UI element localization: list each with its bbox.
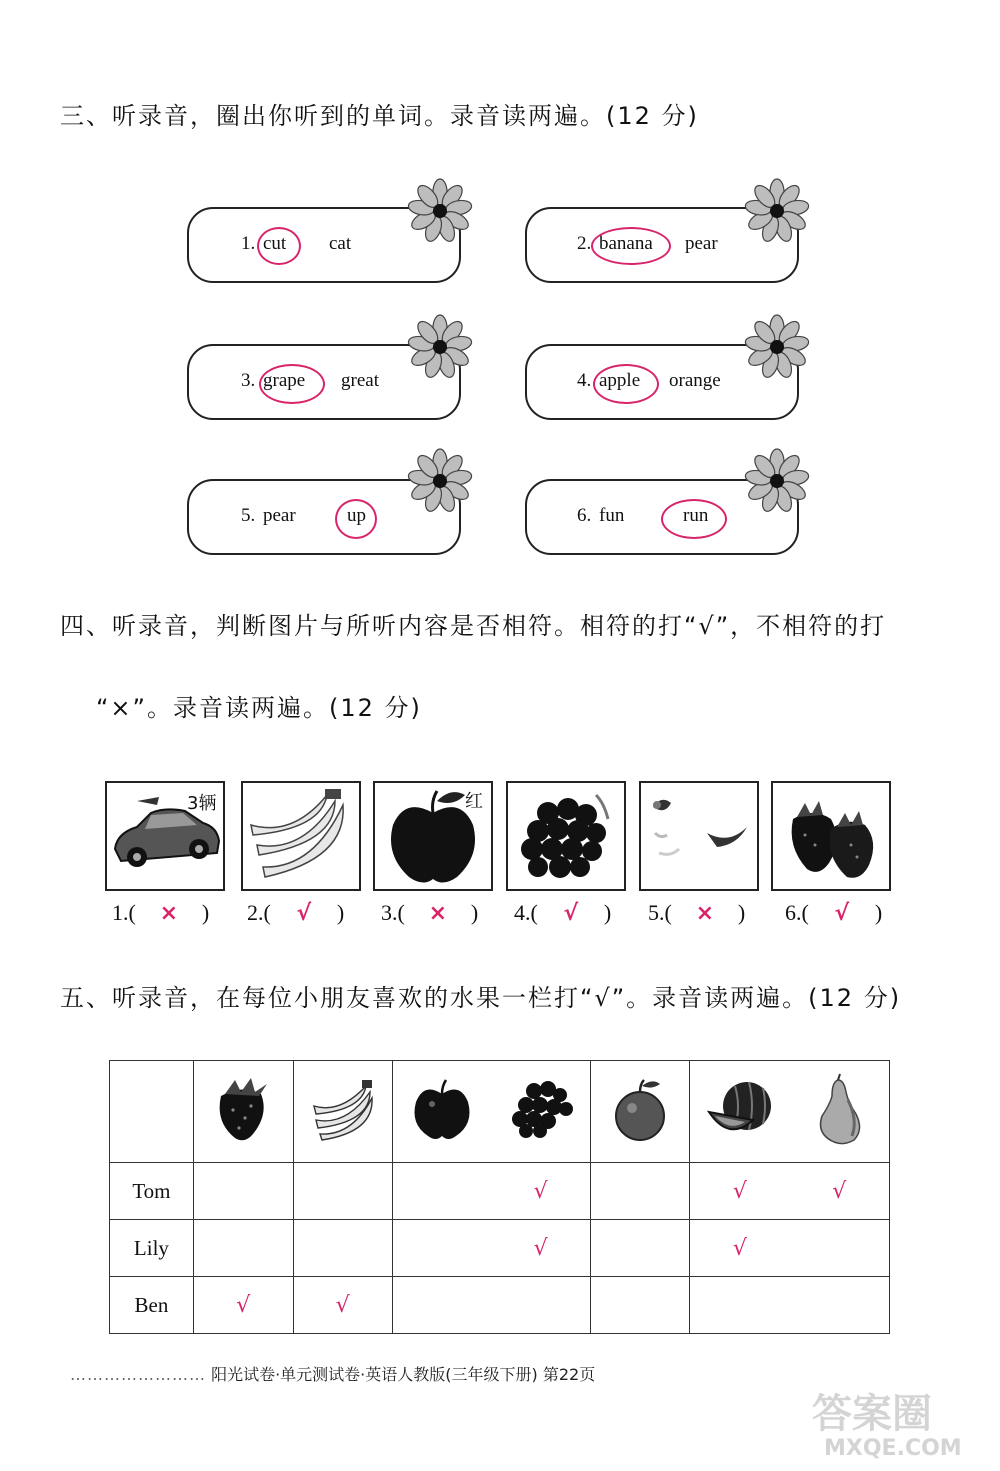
picture-2 [241,781,361,891]
answer-mark[interactable]: × [695,901,715,926]
answer-circle [661,499,727,539]
footer-dots: …………………… [70,1365,206,1384]
tick-cell[interactable] [293,1220,392,1277]
banana-icon [243,783,359,889]
answer-4 [514,900,611,926]
tick-cell[interactable] [193,1163,293,1220]
grapes-icon [508,783,624,889]
item-number: 3. [241,370,256,391]
tick-cell[interactable] [293,1277,392,1334]
tick-cell[interactable] [491,1220,591,1277]
picture-3 [373,781,493,891]
flower-icon [744,178,810,244]
answer-mark[interactable]: × [159,901,179,926]
fruit-header-pear [790,1061,890,1163]
section4-title-line2: “×”。录音读两遍。(12 分) [96,694,422,722]
section4-title-line1: 四、听录音，判断图片与所听内容是否相符。相符的打“√”，不相符的打 [60,612,887,640]
item-number: 6. [577,505,592,526]
fruit-header-grapes [491,1061,591,1163]
tick-mark: √ [236,1292,251,1318]
table-corner [110,1061,194,1163]
tick-cell[interactable] [193,1277,293,1334]
tick-mark: √ [533,1235,548,1261]
table-header-row [110,1061,890,1163]
flower-icon [407,314,473,380]
word-option-1[interactable]: grape [263,370,306,391]
tick-cell[interactable] [491,1163,591,1220]
fruit-header-strawberry [193,1061,293,1163]
picture-6 [771,781,891,891]
table-row [110,1220,890,1277]
flower-icon [744,314,810,380]
answer-number: 1.( [112,900,136,925]
answer-mark[interactable]: √ [296,901,312,926]
section3-title: 三、听录音，圈出你听到的单词。录音读两遍。(12 分) [60,102,699,130]
answer-close: ) [737,900,746,925]
answer-close: ) [201,900,210,925]
tick-cell[interactable] [591,1220,690,1277]
tick-cell[interactable] [392,1277,491,1334]
tick-cell[interactable] [690,1220,790,1277]
answer-circle [593,364,659,404]
tick-mark: √ [732,1235,747,1261]
answer-circle [591,227,671,265]
tick-mark: √ [732,1178,747,1204]
answer-1 [112,900,209,926]
row-name: Ben [110,1277,194,1334]
answer-close: ) [470,900,479,925]
answer-close: ) [874,900,883,925]
answer-mark[interactable]: √ [563,901,579,926]
row-name: Lily [110,1220,194,1277]
answer-2 [247,900,344,926]
tick-cell[interactable] [193,1220,293,1277]
answer-number: 2.( [247,900,271,925]
tick-cell[interactable] [591,1277,690,1334]
strawberry-icon [773,783,889,889]
word-option-2[interactable]: run [683,505,709,526]
pear-icon [814,1072,864,1146]
answer-6 [785,900,882,926]
word-option-1[interactable]: pear [263,505,296,526]
item-number: 5. [241,505,256,526]
answer-circle [257,227,301,265]
watermark-logo: 答案圈 [812,1391,932,1437]
grapes-icon [506,1077,576,1141]
fruit-preference-table [109,1060,890,1334]
answer-circle [259,364,325,404]
flower-icon [744,448,810,514]
answer-close: ) [336,900,345,925]
fruit-slices-icon [641,783,757,889]
picture-5 [639,781,759,891]
word-option-2[interactable]: pear [685,233,718,254]
tick-cell[interactable] [790,1163,890,1220]
tick-mark: √ [533,1178,548,1204]
answer-mark[interactable]: √ [834,901,850,926]
answer-number: 4.( [514,900,538,925]
tick-cell[interactable] [591,1163,690,1220]
word-option-2[interactable]: orange [669,370,721,391]
answer-number: 6.( [785,900,809,925]
word-option-2[interactable]: up [347,505,366,526]
answer-3 [381,900,478,926]
word-option-1[interactable]: apple [599,370,641,391]
watermark-url: MXQE.COM [824,1436,962,1461]
picture-1 [105,781,225,891]
fruit-header-orange [591,1061,690,1163]
apple-icon [410,1076,474,1142]
answer-circle [335,499,377,539]
answer-5 [648,900,745,926]
tick-cell[interactable] [392,1163,491,1220]
fruit-header-watermelon [690,1061,790,1163]
answer-mark[interactable]: × [428,901,448,926]
tick-cell[interactable] [790,1220,890,1277]
picture-4 [506,781,626,891]
word-option-2[interactable]: cat [329,233,352,254]
tick-cell[interactable] [690,1163,790,1220]
banana-icon [310,1076,376,1142]
tick-cell[interactable] [491,1277,591,1334]
word-option-1[interactable]: banana [599,233,653,254]
picture-label: 红 [465,791,483,812]
word-option-2[interactable]: great [341,370,379,391]
section5-title: 五、听录音，在每位小朋友喜欢的水果一栏打“√”。录音读两遍。(12 分) [60,984,902,1012]
answer-number: 5.( [648,900,672,925]
orange-icon [610,1076,670,1142]
answer-close: ) [603,900,612,925]
tick-cell[interactable] [293,1163,392,1220]
fruit-header-banana [293,1061,392,1163]
tick-mark: √ [832,1178,847,1204]
word-option-1[interactable]: cut [263,233,287,254]
row-name: Tom [110,1163,194,1220]
flower-icon [407,178,473,244]
tick-cell[interactable] [790,1277,890,1334]
item-number: 1. [241,233,256,254]
table-row [110,1163,890,1220]
item-number: 4. [577,370,592,391]
flower-icon [407,448,473,514]
tick-cell[interactable] [392,1220,491,1277]
table-row [110,1277,890,1334]
footer-text: 阳光试卷·单元测试卷·英语人教版(三年级下册) 第22页 [211,1365,596,1384]
tick-mark: √ [335,1292,350,1318]
watermelon-icon [705,1076,775,1142]
answer-number: 3.( [381,900,405,925]
tick-cell[interactable] [690,1277,790,1334]
item-number: 2. [577,233,592,254]
page-footer [70,1362,595,1385]
word-option-1[interactable]: fun [599,505,625,526]
strawberry-icon [211,1074,275,1144]
fruit-header-apple [392,1061,491,1163]
picture-label: 3辆 [187,793,217,814]
